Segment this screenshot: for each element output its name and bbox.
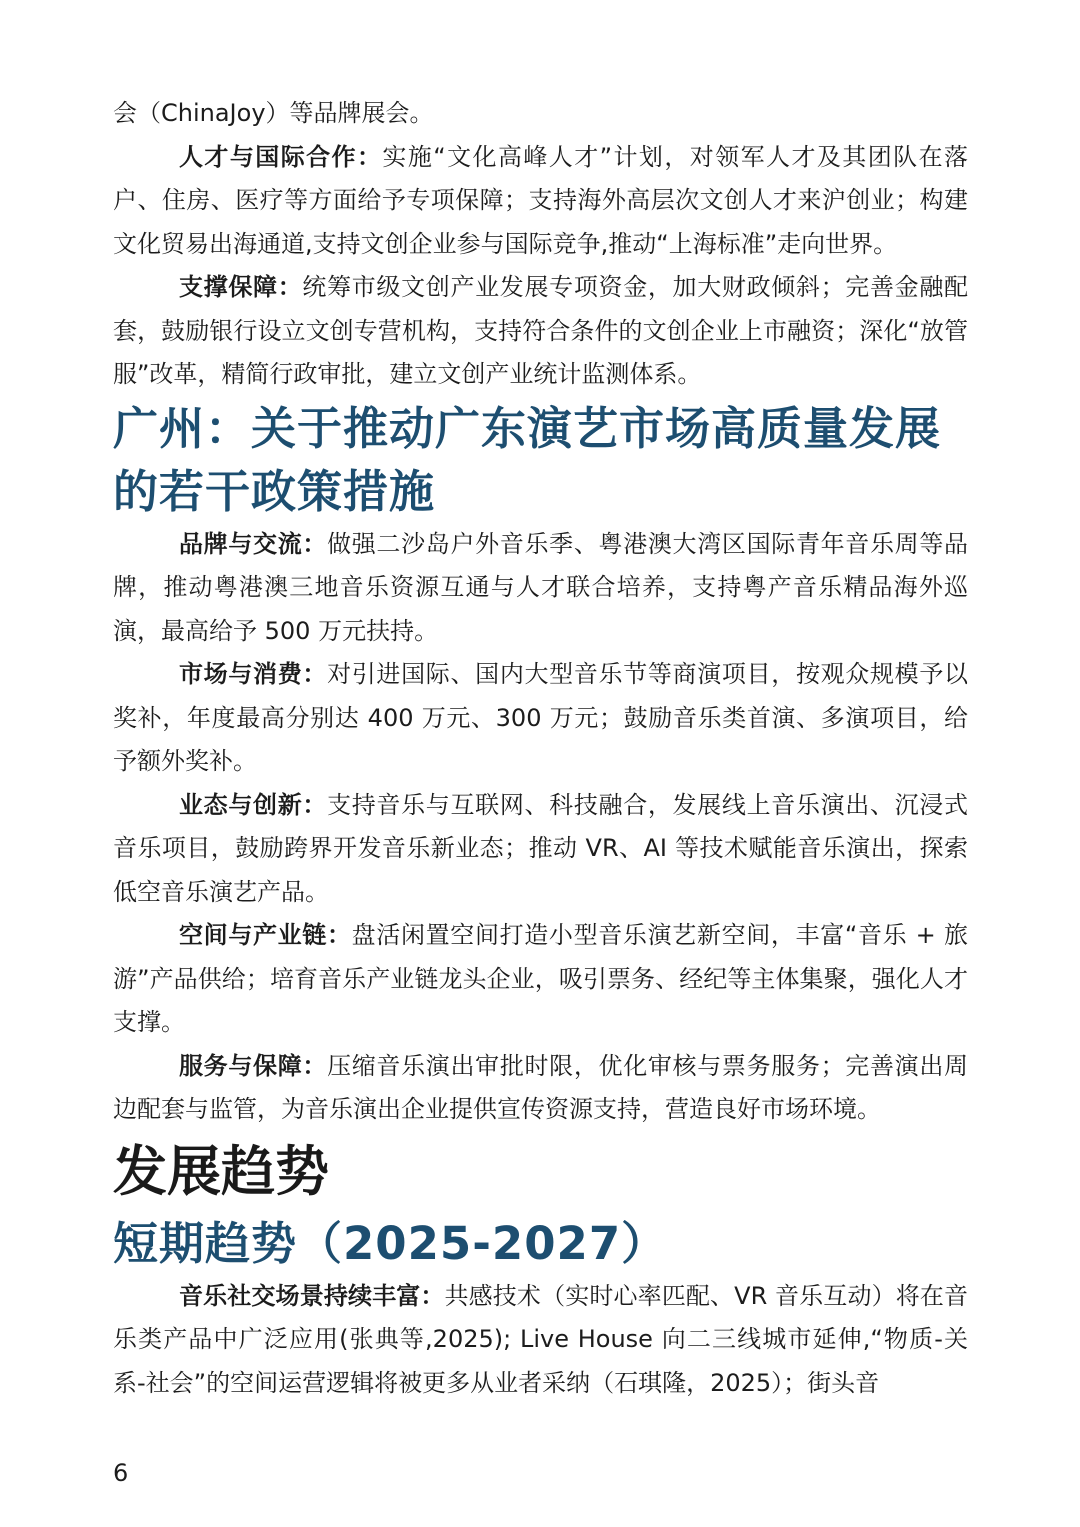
- page-number: 6: [113, 1459, 129, 1487]
- item-label: 服务与保障：: [179, 1051, 328, 1080]
- item-text: 对引进国际、国内大型音乐节等商演项目，按观众规模予以奖补，年度最高分别达 400 万元、300 万元；鼓励音乐类首演、多演项目，给予额外奖补。: [113, 660, 969, 775]
- item-label: 音乐社交场景持续丰富：: [179, 1281, 445, 1310]
- shanghai-item-talent: [113, 136, 968, 267]
- trends-heading: 发展趋势: [113, 1139, 329, 1203]
- item-label: 空间与产业链：: [179, 921, 352, 949]
- guangzhou-item-market: [113, 653, 968, 784]
- guangzhou-item-brand: [113, 523, 968, 654]
- item-label: 业态与创新：: [179, 790, 328, 819]
- item-label: 市场与消费：: [179, 660, 328, 688]
- guangzhou-heading: 广州：关于推动广东演艺市场高质量发展的若干政策措施: [113, 401, 942, 518]
- item-label: 品牌与交流：: [179, 529, 328, 558]
- item-text: 支持音乐与互联网、科技融合，发展线上音乐演出、沉浸式音乐项目，鼓励跨界开发音乐新业态；推动 VR、AI 等技术赋能音乐演出，探索低空音乐演艺产品。: [113, 790, 969, 906]
- shanghai-item-support: [113, 266, 968, 397]
- guangzhou-item-innovation: [113, 784, 968, 915]
- page-content: [113, 92, 968, 1405]
- item-label: 人才与国际合作：: [179, 142, 383, 171]
- item-label: 支撑保障：: [179, 273, 303, 301]
- short-term-heading: 短期趋势（2025-2027）: [113, 1216, 668, 1270]
- item-text: 压缩音乐演出审批时限，优化审核与票务服务；完善演出周边配套与监管，为音乐演出企业提供宣传资源支持，营造良好市场环境。: [113, 1051, 969, 1123]
- item-text: 统筹市级文创产业发展专项资金，加大财政倾斜；完善金融配套，鼓励银行设立文创专营机构，支持符合条件的文创企业上市融资；深化“放管服”改革，精简行政审批，建立文创产业统计监测体系。: [113, 273, 969, 388]
- short-term-item-social: [113, 1275, 968, 1406]
- guangzhou-item-service: [113, 1045, 968, 1132]
- item-text: 盘活闲置空间打造小型音乐演艺新空间，丰富“音乐 + 旅游”产品供给；培育音乐产业链龙头企业，吸引票务、经纪等主体集聚，强化人才支撑。: [113, 921, 968, 1036]
- item-text: 共感技术（实时心率匹配、VR 音乐互动）将在音乐类产品中广泛应用(张典等,2025); Live House 向二三线城市延伸,“物质-关系-社会”的空间运营逻辑将被更多从业者采纳（石琪隆，2025）；街头音: [113, 1281, 968, 1397]
- item-text: 实施“文化高峰人才”计划，对领军人才及其团队在落户、住房、医疗等方面给予专项保障；支持海外高层次文创人才来沪创业；构建文化贸易出海通道,支持文创企业参与国际竞争,推动“上海标准”走向世界。: [113, 142, 968, 258]
- intro-line: 会（ChinaJoy）等品牌展会。: [113, 99, 434, 127]
- item-text: 做强二沙岛户外音乐季、粤港澳大湾区国际青年音乐周等品牌，推动粤港澳三地音乐资源互通与人才联合培养，支持粤产音乐精品海外巡演，最高给予 500 万元扶持。: [113, 529, 969, 645]
- guangzhou-item-space: [113, 914, 968, 1045]
